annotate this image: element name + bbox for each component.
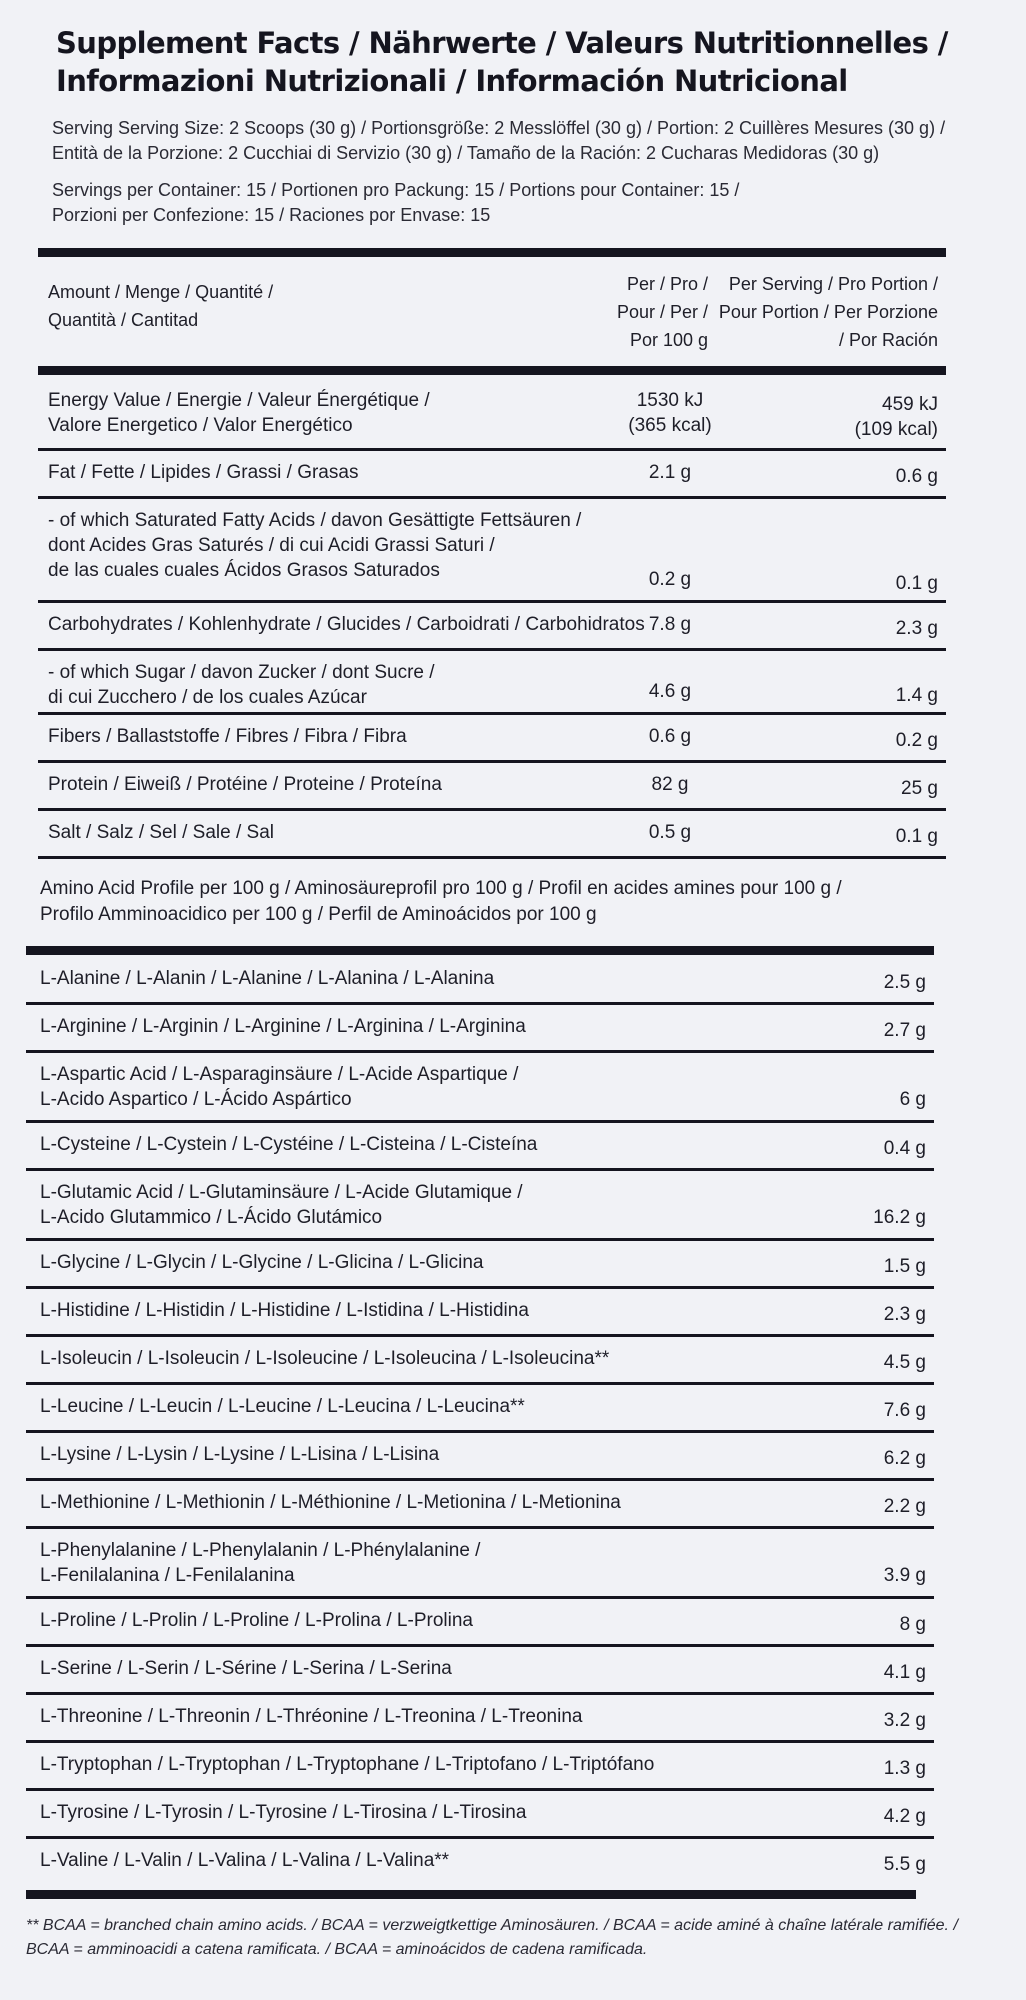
row-divider xyxy=(38,448,946,451)
nutrient-per-100g: 4.6 g xyxy=(648,681,692,702)
nutrient-per-100g: 82 g xyxy=(651,774,689,795)
amino-acid-label: L-Histidine / L-Histidin / L-Histidine / L-Istidina / L-Histidina xyxy=(40,1300,529,1321)
amino-acid-value: 2.7 g xyxy=(883,1020,926,1041)
nutrient-per-100g: 1530 kJ (365 kcal) xyxy=(628,390,712,436)
header-divider xyxy=(38,366,946,375)
row-divider xyxy=(38,648,946,651)
bottom-divider xyxy=(26,1890,916,1899)
row-divider xyxy=(26,1526,934,1529)
amino-acid-value: 8 g xyxy=(899,1614,926,1635)
nutrient-label: Protein / Eiweiß / Protéine / Proteine / Proteína xyxy=(48,774,442,795)
nutrient-per-serving: 0.2 g xyxy=(895,730,938,751)
amino-acid-value: 7.6 g xyxy=(883,1400,926,1421)
amino-acid-value: 1.5 g xyxy=(883,1256,926,1277)
amino-acid-label: L-Cysteine / L-Cystein / L-Cystéine / L-Cisteina / L-Cisteína xyxy=(40,1134,538,1155)
nutrient-label: Fat / Fette / Lipides / Grassi / Grasas xyxy=(48,462,359,483)
nutrient-per-100g: 0.5 g xyxy=(648,822,692,843)
row-divider xyxy=(26,1334,934,1337)
label-title xyxy=(56,24,986,100)
amino-acid-label: L-Tryptophan / L-Tryptophan / L-Tryptophane / L-Triptofano / L-Triptófano xyxy=(40,1754,655,1775)
row-divider xyxy=(26,1644,934,1647)
amino-acid-label: L-Proline / L-Prolin / L-Proline / L-Prolina / L-Prolina xyxy=(40,1610,473,1631)
amino-acid-label: L-Alanine / L-Alanin / L-Alanine / L-Alanina / L-Alanina xyxy=(40,968,495,989)
row-divider xyxy=(26,1286,934,1289)
amino-acid-value: 2.3 g xyxy=(883,1304,926,1325)
bcaa-footnote: ** BCAA = branched chain amino acids. / BCAA = verzweigtkettige Aminosäuren. / BCAA = acide aminé à chaîne latérale ramifiée. / BCAA = amminoacidi a catena ramificata. / BCAA = aminoácidos de cadena ramificada. xyxy=(26,1917,958,1958)
amino-acid-label: L-Isoleucin / L-Isoleucin / L-Isoleucine / L-Isoleucina / L-Isoleucina** xyxy=(40,1348,610,1369)
row-divider xyxy=(38,712,946,715)
column-header-per-100g: Per / Pro / Pour / Per / Por 100 g xyxy=(616,274,708,350)
nutrient-per-serving: 2.3 g xyxy=(895,618,938,639)
amino-acid-value: 6 g xyxy=(899,1089,926,1110)
nutrient-per-serving: 0.1 g xyxy=(895,826,938,847)
amino-acid-value: 16.2 g xyxy=(873,1207,926,1228)
row-divider xyxy=(26,1836,934,1839)
amino-acid-value: 4.5 g xyxy=(883,1352,926,1373)
amino-acid-label: L-Leucine / L-Leucin / L-Leucine / L-Leucina / L-Leucina** xyxy=(40,1396,525,1417)
servings-line-2: Porzioni per Confezione: 15 / Raciones por Envase: 15 xyxy=(52,205,491,225)
amino-divider xyxy=(26,946,934,955)
row-divider xyxy=(26,1120,934,1123)
servings-line-1: Servings per Container: 15 / Portionen pro Packung: 15 / Portions pour Container: 15 / xyxy=(52,180,740,200)
nutrient-label: - of which Saturated Fatty Acids / davon Gesättigte Fettsäuren / dont Acides Gras Saturés / di cui Acidi Grassi Saturi / de las cuales cuales Ácidos Grasos Saturados xyxy=(48,510,582,581)
amino-acid-value: 4.1 g xyxy=(883,1662,926,1683)
row-divider xyxy=(26,1478,934,1481)
row-divider xyxy=(26,1238,934,1241)
row-divider xyxy=(26,1788,934,1791)
nutrient-per-serving: 0.1 g xyxy=(895,573,938,594)
row-divider xyxy=(26,1168,934,1171)
amino-acid-label: L-Glycine / L-Glycin / L-Glycine / L-Glicina / L-Glicina xyxy=(40,1252,484,1273)
nutrient-label: Salt / Salz / Sel / Sale / Sal xyxy=(48,822,274,843)
row-divider xyxy=(26,1740,934,1743)
amino-acid-value: 3.9 g xyxy=(883,1565,926,1586)
amino-acid-value: 4.2 g xyxy=(883,1806,926,1827)
serving-size-line-1: Serving Serving Size: 2 Scoops (30 g) / Portionsgröße: 2 Messlöffel (30 g) / Portion: 2 Cuillères Mesures (30 g) / xyxy=(52,118,946,138)
row-divider xyxy=(38,496,946,499)
nutrient-per-serving: 25 g xyxy=(901,778,938,799)
row-divider xyxy=(26,1002,934,1005)
amino-acid-label: L-Lysine / L-Lysin / L-Lysine / L-Lisina / L-Lisina xyxy=(40,1444,440,1465)
nutrient-label: Carbohydrates / Kohlenhydrate / Glucides / Carboidrati / Carbohidratos xyxy=(48,614,645,635)
serving-size xyxy=(52,116,1002,166)
amino-acid-value: 5.5 g xyxy=(883,1854,926,1875)
amino-acid-label: L-Phenylalanine / L-Phenylalanin / L-Phénylalanine / L-Fenilalanina / L-Fenilalanina xyxy=(40,1540,481,1586)
row-divider xyxy=(38,600,946,603)
row-divider xyxy=(26,1430,934,1433)
servings-per-container xyxy=(52,178,1002,228)
column-header-per-serving: Per Serving / Pro Portion / Pour Portion / Per Porzione / Por Ración xyxy=(718,274,938,350)
amino-acid-label: L-Tyrosine / L-Tyrosin / L-Tyrosine / L-Tirosina / L-Tirosina xyxy=(40,1802,527,1823)
row-divider xyxy=(38,856,946,859)
row-divider xyxy=(26,1382,934,1385)
nutrient-label: Fibers / Ballaststoffe / Fibres / Fibra / Fibra xyxy=(48,726,407,747)
nutrient-per-serving: 1.4 g xyxy=(895,685,938,706)
amino-acid-heading: Amino Acid Profile per 100 g / Aminosäureprofil pro 100 g / Profil en acides amines pour 100 g / Profilo Amminoacidico per 100 g / Perfil de Aminoácidos por 100 g xyxy=(40,878,842,925)
amino-acid-value: 1.3 g xyxy=(883,1758,926,1779)
serving-size-line-2: Entità de la Porzione: 2 Cucchiai di Servizio (30 g) / Tamaño de la Ración: 2 Cucharas Medidoras (30 g) xyxy=(52,143,880,163)
top-divider xyxy=(38,248,946,257)
amino-acid-label: L-Valine / L-Valin / L-Valina / L-Valina / L-Valina** xyxy=(40,1850,450,1871)
amino-acid-label: L-Aspartic Acid / L-Asparaginsäure / L-Acide Aspartique / L-Acido Aspartico / L-Ácido Aspártico xyxy=(40,1064,519,1110)
nutrient-per-100g: 2.1 g xyxy=(648,462,692,483)
nutrient-per-100g: 7.8 g xyxy=(648,614,692,635)
nutrient-per-100g: 0.6 g xyxy=(648,726,692,747)
nutrient-per-serving: 0.6 g xyxy=(895,466,938,487)
row-divider xyxy=(26,1050,934,1053)
row-divider xyxy=(26,1596,934,1599)
amino-acid-value: 6.2 g xyxy=(883,1448,926,1469)
amino-acid-value: 2.2 g xyxy=(883,1496,926,1517)
amino-acid-label: L-Glutamic Acid / L-Glutaminsäure / L-Acide Glutamique / L-Acido Glutammico / L-Ácido Glutámico xyxy=(40,1182,523,1228)
amino-acid-value: 0.4 g xyxy=(883,1138,926,1159)
row-divider xyxy=(26,1692,934,1695)
amino-acid-label: L-Serine / L-Serin / L-Sérine / L-Serina / L-Serina xyxy=(40,1658,452,1679)
nutrient-label: - of which Sugar / davon Zucker / dont Sucre / di cui Zucchero / de los cuales Azúcar xyxy=(48,662,435,708)
title-line-2: Informazioni Nutrizionali / Información Nutricional xyxy=(56,64,848,98)
amino-acid-label: L-Methionine / L-Methionin / L-Méthionine / L-Metionina / L-Metionina xyxy=(40,1492,621,1513)
nutrient-per-100g: 0.2 g xyxy=(648,569,692,590)
row-divider xyxy=(38,760,946,763)
nutrient-label: Energy Value / Energie / Valeur Énergétique / Valore Energetico / Valor Energético xyxy=(48,390,430,436)
amino-acid-label: L-Arginine / L-Arginin / L-Arginine / L-Arginina / L-Arginina xyxy=(40,1016,526,1037)
title-line-1: Supplement Facts / Nährwerte / Valeurs Nutritionnelles / xyxy=(56,26,948,60)
amino-acid-value: 2.5 g xyxy=(883,972,926,993)
row-divider xyxy=(38,808,946,811)
column-header-amount: Amount / Menge / Quantité / Quantità / Cantitad xyxy=(48,282,274,330)
nutrient-per-serving: 459 kJ (109 kcal) xyxy=(854,394,938,440)
amino-acid-value: 3.2 g xyxy=(883,1710,926,1731)
amino-acid-label: L-Threonine / L-Threonin / L-Thréonine / L-Treonina / L-Treonina xyxy=(40,1706,583,1727)
